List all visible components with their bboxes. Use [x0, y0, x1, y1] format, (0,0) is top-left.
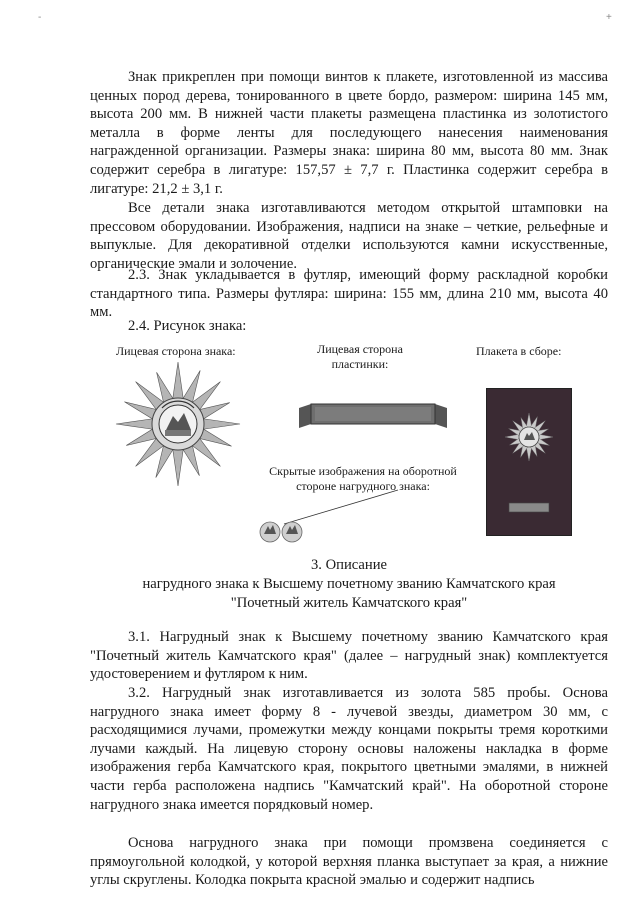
label-front-side: Лицевая сторона знака:	[116, 344, 236, 358]
paragraph-case: 2.3. Знак укладывается в футляр, имеющий форму раскладной коробки стандартного типа. Размеры футляра: ширина: 155 мм, длина 210 мм, высота 40 мм.	[90, 267, 608, 321]
label-hidden-images: Скрытые изображения на оборотной стороне нагрудного знака:	[269, 464, 457, 493]
scan-mark-left: -	[38, 12, 42, 23]
section-3-title: 3. Описание	[311, 557, 387, 573]
paragraph-manufacturing: Все детали знака изготавливаются методом открытой штамповки на прессовом оборудовании. Изображения, надписи на знаке – четкие, рельефные и выпуклые. Для декоративной отделки используются камни искусственные, органические эмали и золочение.	[90, 200, 608, 272]
plate-ribbon-image	[297, 402, 449, 430]
section-3-subtitle: нагрудного знака к Высшему почетному званию Камчатского края	[142, 576, 556, 592]
assembled-plaque-graphic	[487, 389, 571, 535]
section-3-name: "Почетный житель Камчатского края"	[230, 595, 468, 611]
paragraph-3-1: 3.1. Нагрудный знак к Высшему почетному званию Камчатского края "Почетный житель Камчатского края" (далее – нагрудный знак) комплектуется удостоверением и футляром к ним.	[90, 629, 608, 683]
label-assembled: Плакета в сборе:	[476, 344, 562, 358]
paragraph-3-2: 3.2. Нагрудный знак изготавливается из золота 585 пробы. Основа нагрудного знака имеет форму 8 - лучевой звезды, диаметром 30 мм, с расходящимися лучами, промежутки между концами покрыты тремя короткими лучами каждый. На лицевую сторону основы наложены накладка в форме изображения герба Камчатского края, покрытого цветными эмалями, в нижней части герба расположена надпись "Камчатский край". На оборотной стороне нагрудного знака имеется порядковый номер.	[90, 685, 608, 813]
section-3-heading	[90, 556, 608, 613]
assembled-plaque-image	[486, 388, 572, 536]
paragraph-plaque-description: Знак прикреплен при помощи винтов к плакете, изготовленной из массива ценных пород дерева, тонированного в цвете бордо, размером: ширина 145 мм, высота 200 мм. В нижней части плакеты размещена пластинка из золотистого металла в форме ленты для последующего нанесения наименования награжденной организации. Размеры знака: ширина 80 мм, высота 80 мм. Знак содержит серебра в лигатуре: 157,57 ± 7,7 г. Пластинка содержит серебра в лигатуре: 21,2 ± 3,1 г.	[90, 69, 608, 197]
hidden-images-thumbnails	[258, 520, 306, 544]
badge-front-image	[114, 360, 242, 488]
label-plate-front: Лицевая сторона пластинки:	[317, 342, 403, 371]
paragraph-connection: Основа нагрудного знака при помощи промзвена соединяется с прямоугольной колодкой, у которой верхняя планка выступает за края, а нижние углы скруглены. Колодка покрыта красной эмалью и содержит надпись	[90, 835, 608, 889]
figure-caption: 2.4. Рисунок знака:	[128, 318, 247, 334]
scan-mark-right: +	[606, 12, 612, 23]
